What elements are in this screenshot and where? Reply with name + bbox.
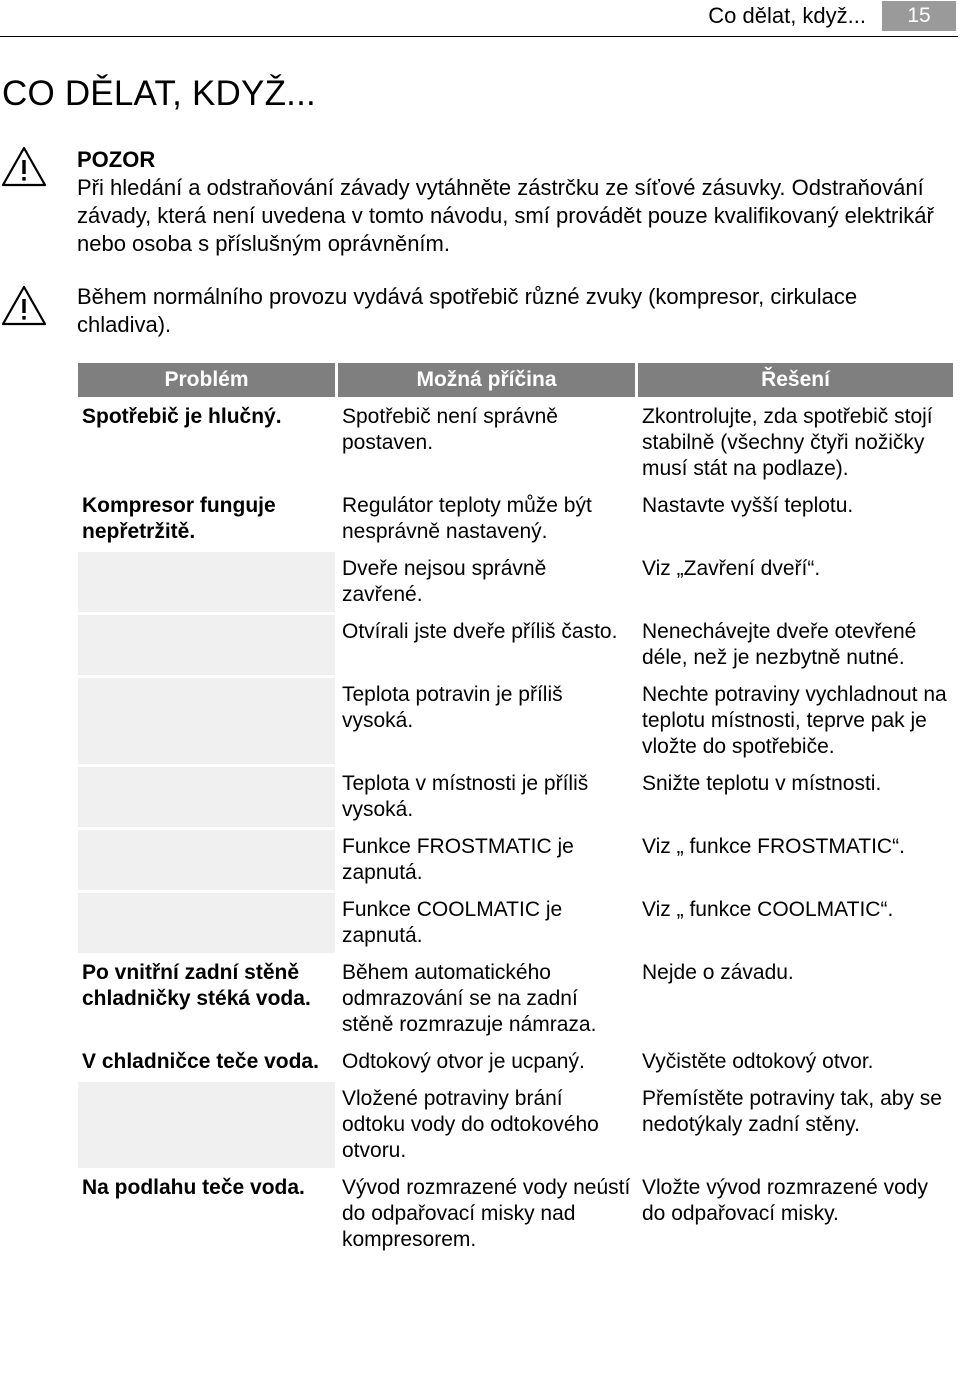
problem-cell [78, 615, 335, 675]
cause-cell: Regulátor teploty může být nesprávně nastavený. [342, 494, 592, 543]
table-row [78, 956, 953, 1042]
solution-cell: Snižte teplotu v místnosti. [642, 772, 882, 795]
table-row [78, 400, 953, 486]
cause-cell: Otvírali jste dveře příliš často. [342, 620, 618, 643]
solution-cell: Nechte potraviny vychladnout na teplotu místnosti, teprve pak je vložte do spotřebiče. [642, 683, 947, 758]
cause-cell: Funkce FROSTMATIC je zapnutá. [342, 835, 574, 884]
solution-cell: Viz „ funkce COOLMATIC“. [642, 898, 894, 921]
problem-cell [78, 893, 335, 953]
solution-cell: Nejde o závadu. [642, 961, 794, 984]
table-header-row [78, 363, 953, 397]
running-header [0, 0, 958, 37]
table-row [78, 1082, 953, 1168]
cause-cell: Vložené potraviny brání odtoku vody do odtokového otvoru. [342, 1087, 599, 1162]
page-title: CO DĚLAT, KDYŽ... [2, 74, 316, 113]
table-row [78, 615, 953, 675]
noise-notice [77, 283, 957, 339]
problem-cell: V chladničce teče voda. [82, 1050, 319, 1073]
solution-cell: Vyčistěte odtokový otvor. [642, 1050, 874, 1073]
troubleshooting-table [75, 360, 956, 1260]
running-title: Co dělat, když... [708, 3, 866, 28]
cause-cell: Funkce COOLMATIC je zapnutá. [342, 898, 563, 947]
table-row [78, 678, 953, 764]
table-row [78, 1171, 953, 1257]
problem-cell [78, 552, 335, 612]
problem-cell: Na podlahu teče voda. [82, 1176, 305, 1199]
solution-cell: Zkontrolujte, zda spotřebič stojí stabilně (všechny čtyři nožičky musí stát na podlaze). [642, 405, 933, 480]
problem-cell [78, 1082, 335, 1168]
cause-cell: Teplota v místnosti je příliš vysoká. [342, 772, 589, 821]
caution-notice [77, 146, 957, 258]
solution-cell: Přemístěte potraviny tak, aby se nedotýkaly zadní stěny. [642, 1087, 942, 1136]
cause-cell: Teplota potravin je příliš vysoká. [342, 683, 563, 732]
problem-cell: Po vnitřní zadní stěně chladničky stéká voda. [82, 961, 311, 1010]
problem-cell [78, 830, 335, 890]
table-row [78, 552, 953, 612]
solution-cell: Nastavte vyšší teplotu. [642, 494, 854, 517]
cause-cell: Vývod rozmrazené vody neústí do odpařovací misky nad kompresorem. [342, 1176, 631, 1251]
warning-triangle-icon [1, 145, 47, 187]
cause-cell: Dveře nejsou správně zavřené. [342, 557, 547, 606]
solution-cell: Nenechávejte dveře otevřené déle, než je nezbytně nutné. [642, 620, 917, 669]
header-problem: Problém [78, 363, 335, 397]
problem-cell [78, 767, 335, 827]
solution-cell: Vložte vývod rozmrazené vody do odpařovací misky. [642, 1176, 928, 1225]
page-number: 15 [882, 1, 956, 31]
caution-text: Při hledání a odstraňování závady vytáhněte zástrčku ze síťové zásuvky. Odstraňování závady, která není uvedena v tomto návodu, smí provádět pouze kvalifikovaný elektrikář nebo osoba s příslušným oprávněním. [77, 175, 934, 256]
solution-cell: Viz „ funkce FROSTMATIC“. [642, 835, 905, 858]
table-row [78, 830, 953, 890]
cause-cell: Během automatického odmrazování se na zadní stěně rozmrazuje námraza. [342, 961, 597, 1036]
cause-cell: Spotřebič není správně postaven. [342, 405, 558, 454]
header-solution: Řešení [638, 363, 953, 397]
header-cause: Možná příčina [338, 363, 635, 397]
problem-cell [78, 678, 335, 764]
table-row [78, 1045, 953, 1079]
problem-cell: Kompresor funguje nepřetržitě. [82, 494, 276, 543]
table-row [78, 767, 953, 827]
table-row [78, 893, 953, 953]
cause-cell: Odtokový otvor je ucpaný. [342, 1050, 585, 1073]
problem-cell: Spotřebič je hlučný. [82, 405, 282, 428]
table-row [78, 489, 953, 549]
caution-title: POZOR [77, 147, 156, 172]
noise-text: Během normálního provozu vydává spotřebič různé zvuky (kompresor, cirkulace chladiva). [77, 284, 858, 337]
solution-cell: Viz „Zavření dveří“. [642, 557, 821, 580]
warning-triangle-icon [1, 284, 47, 326]
